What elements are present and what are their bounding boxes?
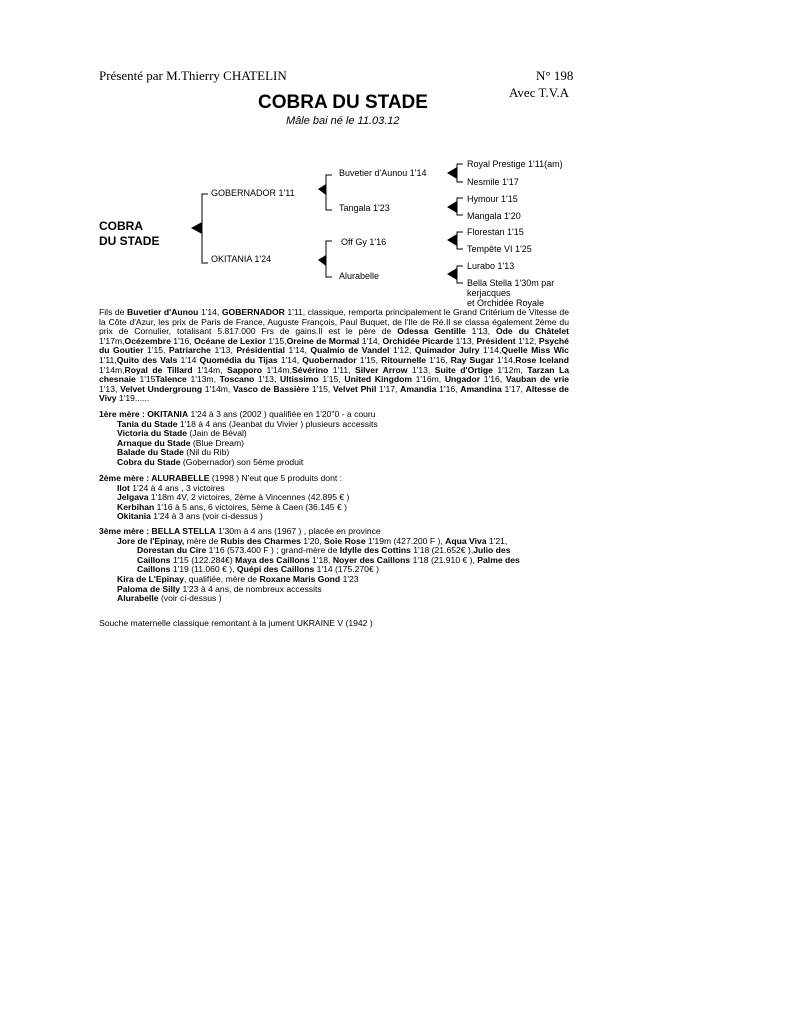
ggp-8-line2: kerjacques [467,288,511,298]
text-run-text: 1'14m, [202,383,234,394]
horse-name-line1: COBRA [99,219,143,233]
line-run-text: (Jain de Béval) [187,428,247,439]
text-run-text: 1'13, [453,335,477,346]
text-run-text: 1'17, [501,383,526,394]
text-run-bold: Quito des Vals [116,354,178,365]
text-run-text: 1'15 [135,374,156,385]
bracket-arrow-dam [318,255,326,266]
line-run-bold: Palme des [477,554,520,565]
ggp-1: Royal Prestige 1'11(am) [467,159,563,169]
text-run-text: 1'16, [436,383,461,394]
text-run-bold: Psyché du Goutier [99,335,569,356]
line-run-text: 1'18, [309,554,333,565]
text-run-bold: Ray Sugar [450,354,494,365]
horse-name [99,219,179,249]
text-run-bold: Quobernador [302,354,357,365]
line-run-text: 1'18 (21.652€ ), [410,545,474,556]
text-run-bold: Quomédia du Tijas [199,354,278,365]
line-run-text: 1'21, [486,535,508,546]
line-run-bold: Soie Rose [324,535,366,546]
line-run-text: 1'16 (573.400 F ) ; grand-mère de [206,545,340,556]
line-run-bold: Victoria du Stade [117,428,188,439]
line-run-text: 1'14 (175.270€ ) [314,564,379,575]
bracket-arrow-ggp2 [447,201,457,213]
text-run-bold: Suite d'Ortige [434,364,493,375]
line-run-bold: 2ème mère : ALURABELLE [99,473,210,483]
line-run-text: 1'15 (122.284€) [170,554,236,565]
line-run-bold: Quépi des Caillons [236,564,315,575]
line-run-bold: Cobra du Stade [117,456,181,467]
line-run-text: 1'24 à 4 ans , 3 victoires [129,482,225,493]
line-run-bold: Dorestan du Cire [137,545,207,556]
text-run-bold: Sapporo [227,364,262,375]
text-run-text: 1'11, classique, remporta principalement le Grand Critérium de Vitesse de la Côte d'Azur, les prix de Paris de France, Auguste François, Paul Buquet, de l'Ile de Ré.Il se classa également 2ème du prix de Cornulier, totalisant 5.817.000 Frs de gains.Il est le père de [99,307,569,337]
ggp-8-line3: et Orchidée Royale [467,298,545,308]
line-run-bold: Kira de L'Epinay [117,573,184,584]
text-run-bold: Océzembre [124,335,171,346]
text-run-bold: Velvet Undergroung [120,383,203,394]
text-run-text: 1'11, [328,364,355,375]
line-run-text: 1'23 [340,573,359,584]
text-run-bold: Ode du Châtelet [495,326,569,337]
dam-name: OKITANIA 1'24 [211,254,272,264]
line-run-bold: Kerbihan [117,501,155,512]
text-run-bold: Ultissimo [280,374,319,385]
text-run-bold: Qualmio de Vandel [310,345,390,356]
text-run-bold: Tarzan La chesnaie [99,364,569,385]
line-run-text: 1'24 à 3 ans (2002 ) qualifiée en 1'20"0 - a couru [188,409,376,419]
text-run-text: 1'15, [265,335,287,346]
horse-name-line2: DU STADE [99,234,160,248]
presenter-line: Présenté par M.Thierry CHATELIN [99,68,287,83]
line-run-bold: Balade du Stade [117,447,184,458]
line-run-text: 1'18m 4V, 2 victoires, 2ème à Vincennes (42.895 € ) [148,492,350,503]
line-run-bold: Jelgava [117,492,149,503]
text-run-text: 1'14, [277,354,303,365]
text-run-text: 1'16, [170,335,195,346]
text-run-bold: Buvetier d'Aunou [127,307,199,317]
text-run-text: 1'13, [407,364,435,375]
text-run-bold: Patriarche [168,345,211,356]
text-run-text: 1'12, [389,345,415,356]
line-run-bold: Rubis des Charmes [220,535,301,546]
text-run-bold: Président [476,335,516,346]
section-line [99,512,569,522]
lot-number: N° 198 [536,68,574,83]
line-run-text: 1'16 à 5 ans, 6 victoires, 5ème à Caen (36.145 € ) [154,501,347,512]
sire-dam-name: Tangala 1'23 [339,203,390,213]
section-line [99,458,569,468]
line-run-bold: Caillons [137,554,171,565]
text-run-bold: Odessa Gentille [397,326,466,337]
line-run-bold: Alurabelle [117,593,159,604]
line-run-bold: 1ère mère : OKITANIA [99,409,189,419]
text-run-bold: Quelle Miss Wic [501,345,569,356]
sire-name: GOBERNADOR 1'11 [211,188,295,198]
ggp-5: Florestan 1'15 [467,227,524,237]
text-run-text: 1'14, [479,345,502,356]
text-run-text: 1'14 [177,354,200,365]
text-run-text: 1'12m, [492,364,528,375]
ggp-8-line1: Bella Stella 1'30m par [467,278,555,288]
section-line [99,594,569,604]
line-run-bold: Caillons [137,564,171,575]
text-run-text: 1'15, [309,383,334,394]
line-run-text: 1'20, [300,535,325,546]
line-run-text: (Nil du Rib) [183,447,230,458]
ggp-3: Hymour 1'15 [467,194,518,204]
page-subtitle: Mâle bai né le 11.03.12 [286,115,400,127]
text-run-bold: Silver Arrow [355,364,408,375]
text-run-text: 1'16m, [411,374,445,385]
bracket-arrow-sire [318,184,326,195]
line-run-text: (1998 ) N'eut que 5 produits dont : [209,473,343,483]
ggp-6: Tempête VI 1'25 [467,244,532,254]
text-run-bold: Royal de Tillard [124,364,193,375]
text-run-bold: Quimador Julry [414,345,480,356]
bracket-arrow-main [191,222,202,234]
text-run-bold: Vasco de Bassière [233,383,310,394]
text-run-bold: Présidential [236,345,286,356]
text-run-text: 1'16, [426,354,451,365]
text-run-text: 1'14, [285,345,311,356]
line-run-bold: Jore de l'Epinay, [117,535,185,546]
line-run-bold: Julio des [473,545,511,556]
text-run-bold: Sévérino [291,364,329,375]
third-dam-section [99,527,569,604]
sire-sire-name: Buvetier d'Aunou 1'14 [339,168,427,178]
text-run-bold: Amandina [460,383,502,394]
text-run-text: 1'14, [198,307,222,317]
ggp-2: Nesmile 1'17 [467,177,519,187]
text-run-text: 1'15, [143,345,169,356]
line-run-text: 1'18 (21.910 € ), [410,554,478,565]
line-run-text: , qualifiée, mère de [184,573,260,584]
line-run-text: mère de [184,535,221,546]
sire-description [99,308,569,404]
text-run-text: 1'12, [515,335,539,346]
text-run-bold: Rose Iceland [515,354,569,365]
line-run-text: 1'30m à 4 ans (1967 ) , placée en province [215,526,381,536]
text-run-text: 1'11, [99,354,117,365]
text-run-text: 1'17m, [99,335,125,346]
text-run-text: 1'14, [359,335,383,346]
text-run-text: 1'19...... [116,393,150,404]
text-run-text: 1'16, [480,374,506,385]
text-run-bold: Ungador [444,374,481,385]
line-run-bold: Tania du Stade [117,418,178,429]
bracket-arrow-ggp1 [447,167,457,179]
text-run-text: 1'14m, [261,364,292,375]
line-run-text: 1'23 à 4 ans, de nombreux accessits [180,583,322,594]
text-run-text: 1'17, [376,383,401,394]
line-run-bold: 3ème mère : BELLA STELLA [99,526,216,536]
maternal-line-note: Souche maternelle classique remontant à la jument UKRAINE V (1942 ) [99,618,373,628]
pedigree-tree-lines [0,0,791,320]
ggp-8 [467,278,554,308]
line-run-text: 1'19 (11.060 € ), [170,564,237,575]
text-run-bold: Orchidée Picarde [382,335,454,346]
text-run-text: 1'13, [465,326,496,337]
line-run-bold: Idylle des Cottins [339,545,411,556]
line-run-text: 1'19m (427.200 F ), [365,535,446,546]
text-run-bold: Amandia [400,383,437,394]
text-run-bold: Océane de Lexior [194,335,266,346]
dam-dam-name: Alurabelle [339,271,380,281]
line-run-bold: Maya des Caillons [235,554,310,565]
text-run-text: Fils de [99,307,127,317]
page-title: COBRA DU STADE [258,92,428,113]
text-run-text: 1'13, [254,374,280,385]
text-run-text: 1'15, [318,374,345,385]
text-run-bold: Oreine de Mormal [286,335,360,346]
line-run-text: 1'18 à 4 ans (Jeanbat du Vivier ) plusieurs accessits [177,418,378,429]
text-run-bold: Talence [155,374,187,385]
line-run-text: (Blue Dream) [190,437,245,448]
line-run-bold: Aqua Viva [445,535,487,546]
text-run-bold: Altesse de Vivy [99,383,569,404]
text-run-text: 1'14, [493,354,516,365]
text-run-text: 1'15, [356,354,382,365]
line-run-bold: Roxane Maris Gond [259,573,341,584]
line-run-bold: Okitania [117,511,151,522]
line-run-bold: Ilot [117,482,130,493]
text-run-bold: United Kingdom [344,374,412,385]
text-run-text: 1'14m, [99,364,125,375]
ggp-7: Lurabo 1'13 [467,261,515,271]
ggp-4: Mangala 1'20 [467,211,521,221]
text-run-bold: Velvet Phil [333,383,377,394]
text-run-text: 1'13m, [186,374,220,385]
text-run-text: 1'13, [99,383,121,394]
text-run-text: 1'13, [210,345,237,356]
line-run-text: (Gobernador) son 5ème produit [180,456,304,467]
text-run-bold: GOBERNADOR [221,307,285,317]
bracket-arrow-ggp4 [447,268,457,280]
tva-note: Avec T.V.A [509,85,570,100]
line-run-text: 1'24 à 3 ans (voir ci-dessus ) [150,511,263,522]
line-run-text: (voir ci-dessus ) [158,593,222,604]
text-run-bold: Vauban de vrie [505,374,569,385]
first-dam-section [99,410,569,468]
text-run-bold: Toscano [219,374,255,385]
line-run-bold: Arnaque du Stade [117,437,191,448]
line-run-bold: Noyer des Caillons [332,554,411,565]
text-run-bold: Ritournelle [381,354,427,365]
bracket-arrow-ggp3 [447,234,457,246]
dam-sire-name: Off Gy 1'16 [341,237,387,247]
second-dam-section [99,474,569,522]
text-run-text: 1'14m, [192,364,228,375]
line-run-bold: Paloma de Silly [117,583,181,594]
